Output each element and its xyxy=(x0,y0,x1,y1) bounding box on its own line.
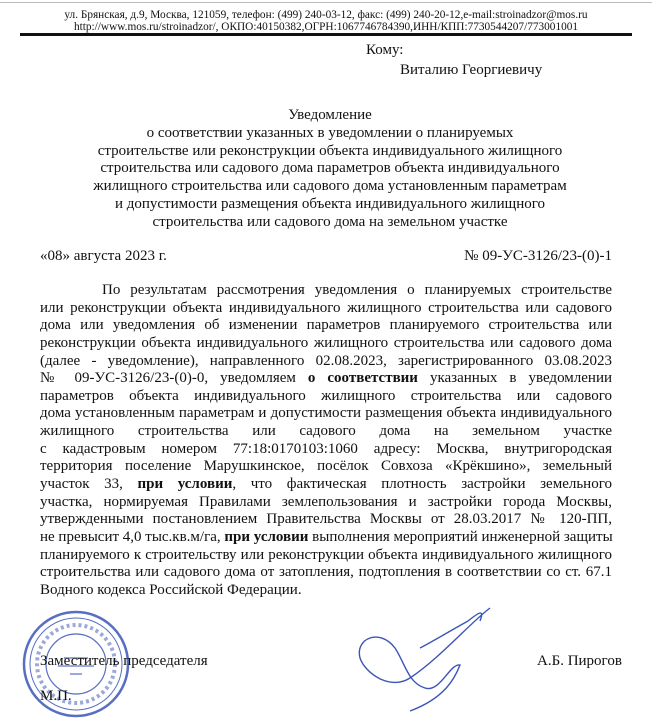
body-text: утвержденными постановлением Правительства Москвы от 28.03.2017 № 120-ПП, xyxy=(40,511,612,528)
recipient-label: Кому: xyxy=(366,42,404,58)
body-paragraph xyxy=(40,282,612,600)
body-line xyxy=(40,335,612,353)
body-text: выполнения мероприятий инженерной защиты xyxy=(308,528,613,545)
body-line xyxy=(40,547,612,565)
body-line xyxy=(40,476,612,494)
letterhead-address: ул. Брянская, д.9, Москва, 121059, телефон: (499) 240-03-12, факс: (499) 240-20-12,e-mail:stroinadzor@mos.ru xyxy=(64,9,588,21)
body-line xyxy=(40,300,612,318)
body-text: территория поселение Марушкинское, посёлок Совхоза «Крёкшино», земельный xyxy=(40,458,612,475)
body-line xyxy=(40,494,612,512)
body-line xyxy=(40,564,612,582)
body-line xyxy=(40,423,612,441)
body-text: строительства или садового дома от затопления, подтопления в соответствии со ст. 67.1 xyxy=(40,564,612,581)
document-title xyxy=(80,107,580,232)
title-line: строительства или садового дома на земельном участке xyxy=(152,213,508,230)
body-line xyxy=(40,388,612,406)
body-line xyxy=(40,282,612,300)
body-line xyxy=(40,441,612,459)
body-line xyxy=(40,370,612,388)
title-line: о соответствии указанных в уведомлении о планируемых xyxy=(146,124,514,141)
body-line xyxy=(40,458,612,476)
recipient-name: Виталию Георгиевичу xyxy=(400,62,543,78)
body-line xyxy=(40,353,612,371)
body-text: (далее - уведомление), направленного 02.08.2023, зарегистрированного 03.08.2023 xyxy=(40,352,612,369)
body-text: планируемого к строительству или реконструкции объекта индивидуального жилищного xyxy=(40,546,612,563)
document-date: «08» августа 2023 г. xyxy=(40,248,167,264)
body-text: или реконструкции объекта индивидуального жилищного строительства или садового xyxy=(40,299,612,316)
title-line: строительства или садового дома параметров объекта индивидуального xyxy=(100,160,560,177)
signatory-name: А.Б. Пирогов xyxy=(537,653,622,669)
document-number: № 09-УС-3126/23-(0)-1 xyxy=(464,248,612,264)
body-text: , что фактическая плотность застройки земельного xyxy=(232,476,612,493)
body-line xyxy=(40,582,612,600)
letterhead-rule xyxy=(20,33,632,36)
seal-mark: М.П. xyxy=(40,688,72,704)
bold-phrase: при условии xyxy=(224,528,309,545)
body-text: параметров объекта индивидуального жилищного строительства или садового xyxy=(40,387,612,404)
body-text: участок 33, xyxy=(40,476,138,493)
handwritten-signature xyxy=(350,603,500,713)
title-line: строительстве или реконструкции объекта индивидуального жилищного xyxy=(97,142,563,159)
bold-phrase: о соответствии xyxy=(307,370,418,387)
body-text: с кадастровым номером 77:18:0170103:1060 адресу: Москва, внутригородская xyxy=(40,440,612,457)
body-line xyxy=(40,529,612,547)
bold-phrase: при условии xyxy=(137,476,233,493)
body-line xyxy=(40,405,612,423)
signatory-position: Заместитель председателя xyxy=(40,653,208,669)
title-line: жилищного строительства или садового дома установленным параметрам xyxy=(93,178,567,195)
body-text: № 09-УС-3126/23-(0)-0, уведомляем xyxy=(40,370,308,387)
body-text: жилищного строительства или садового дома на земельном участке xyxy=(40,423,612,440)
title-line: и допустимости размещения объекта индивидуального жилищного xyxy=(114,195,546,212)
body-text: реконструкции объекта индивидуального жилищного строительства или садового дома xyxy=(40,334,612,351)
body-text: участка, нормируемая Правилами землепользования и застройки города Москвы, xyxy=(40,493,612,510)
body-text: дома или уведомления об изменении параметров планируемого строительства или xyxy=(40,317,612,334)
body-text: Водного кодекса Российской Федерации. xyxy=(40,581,302,598)
body-text: По результатам рассмотрения уведомления о планируемых строительстве xyxy=(102,282,612,298)
body-line xyxy=(40,511,612,529)
body-text: дома установленным параметрам и допустимости размещения объекта индивидуального xyxy=(40,405,612,422)
letterhead-registry: http://www.mos.ru/stroinadzor/, ОКПО:40150382,ОГРН:1067746784390,ИНН/КПП:7730544207/773001001 xyxy=(73,21,579,33)
title-line: Уведомление xyxy=(288,107,372,123)
body-text: не превысит 4,0 тыс.кв.м/га, xyxy=(40,528,225,545)
body-line xyxy=(40,317,612,335)
date-number-line xyxy=(40,248,612,265)
body-text: указанных в уведомлении xyxy=(417,370,612,387)
scan-edge xyxy=(0,2,652,3)
